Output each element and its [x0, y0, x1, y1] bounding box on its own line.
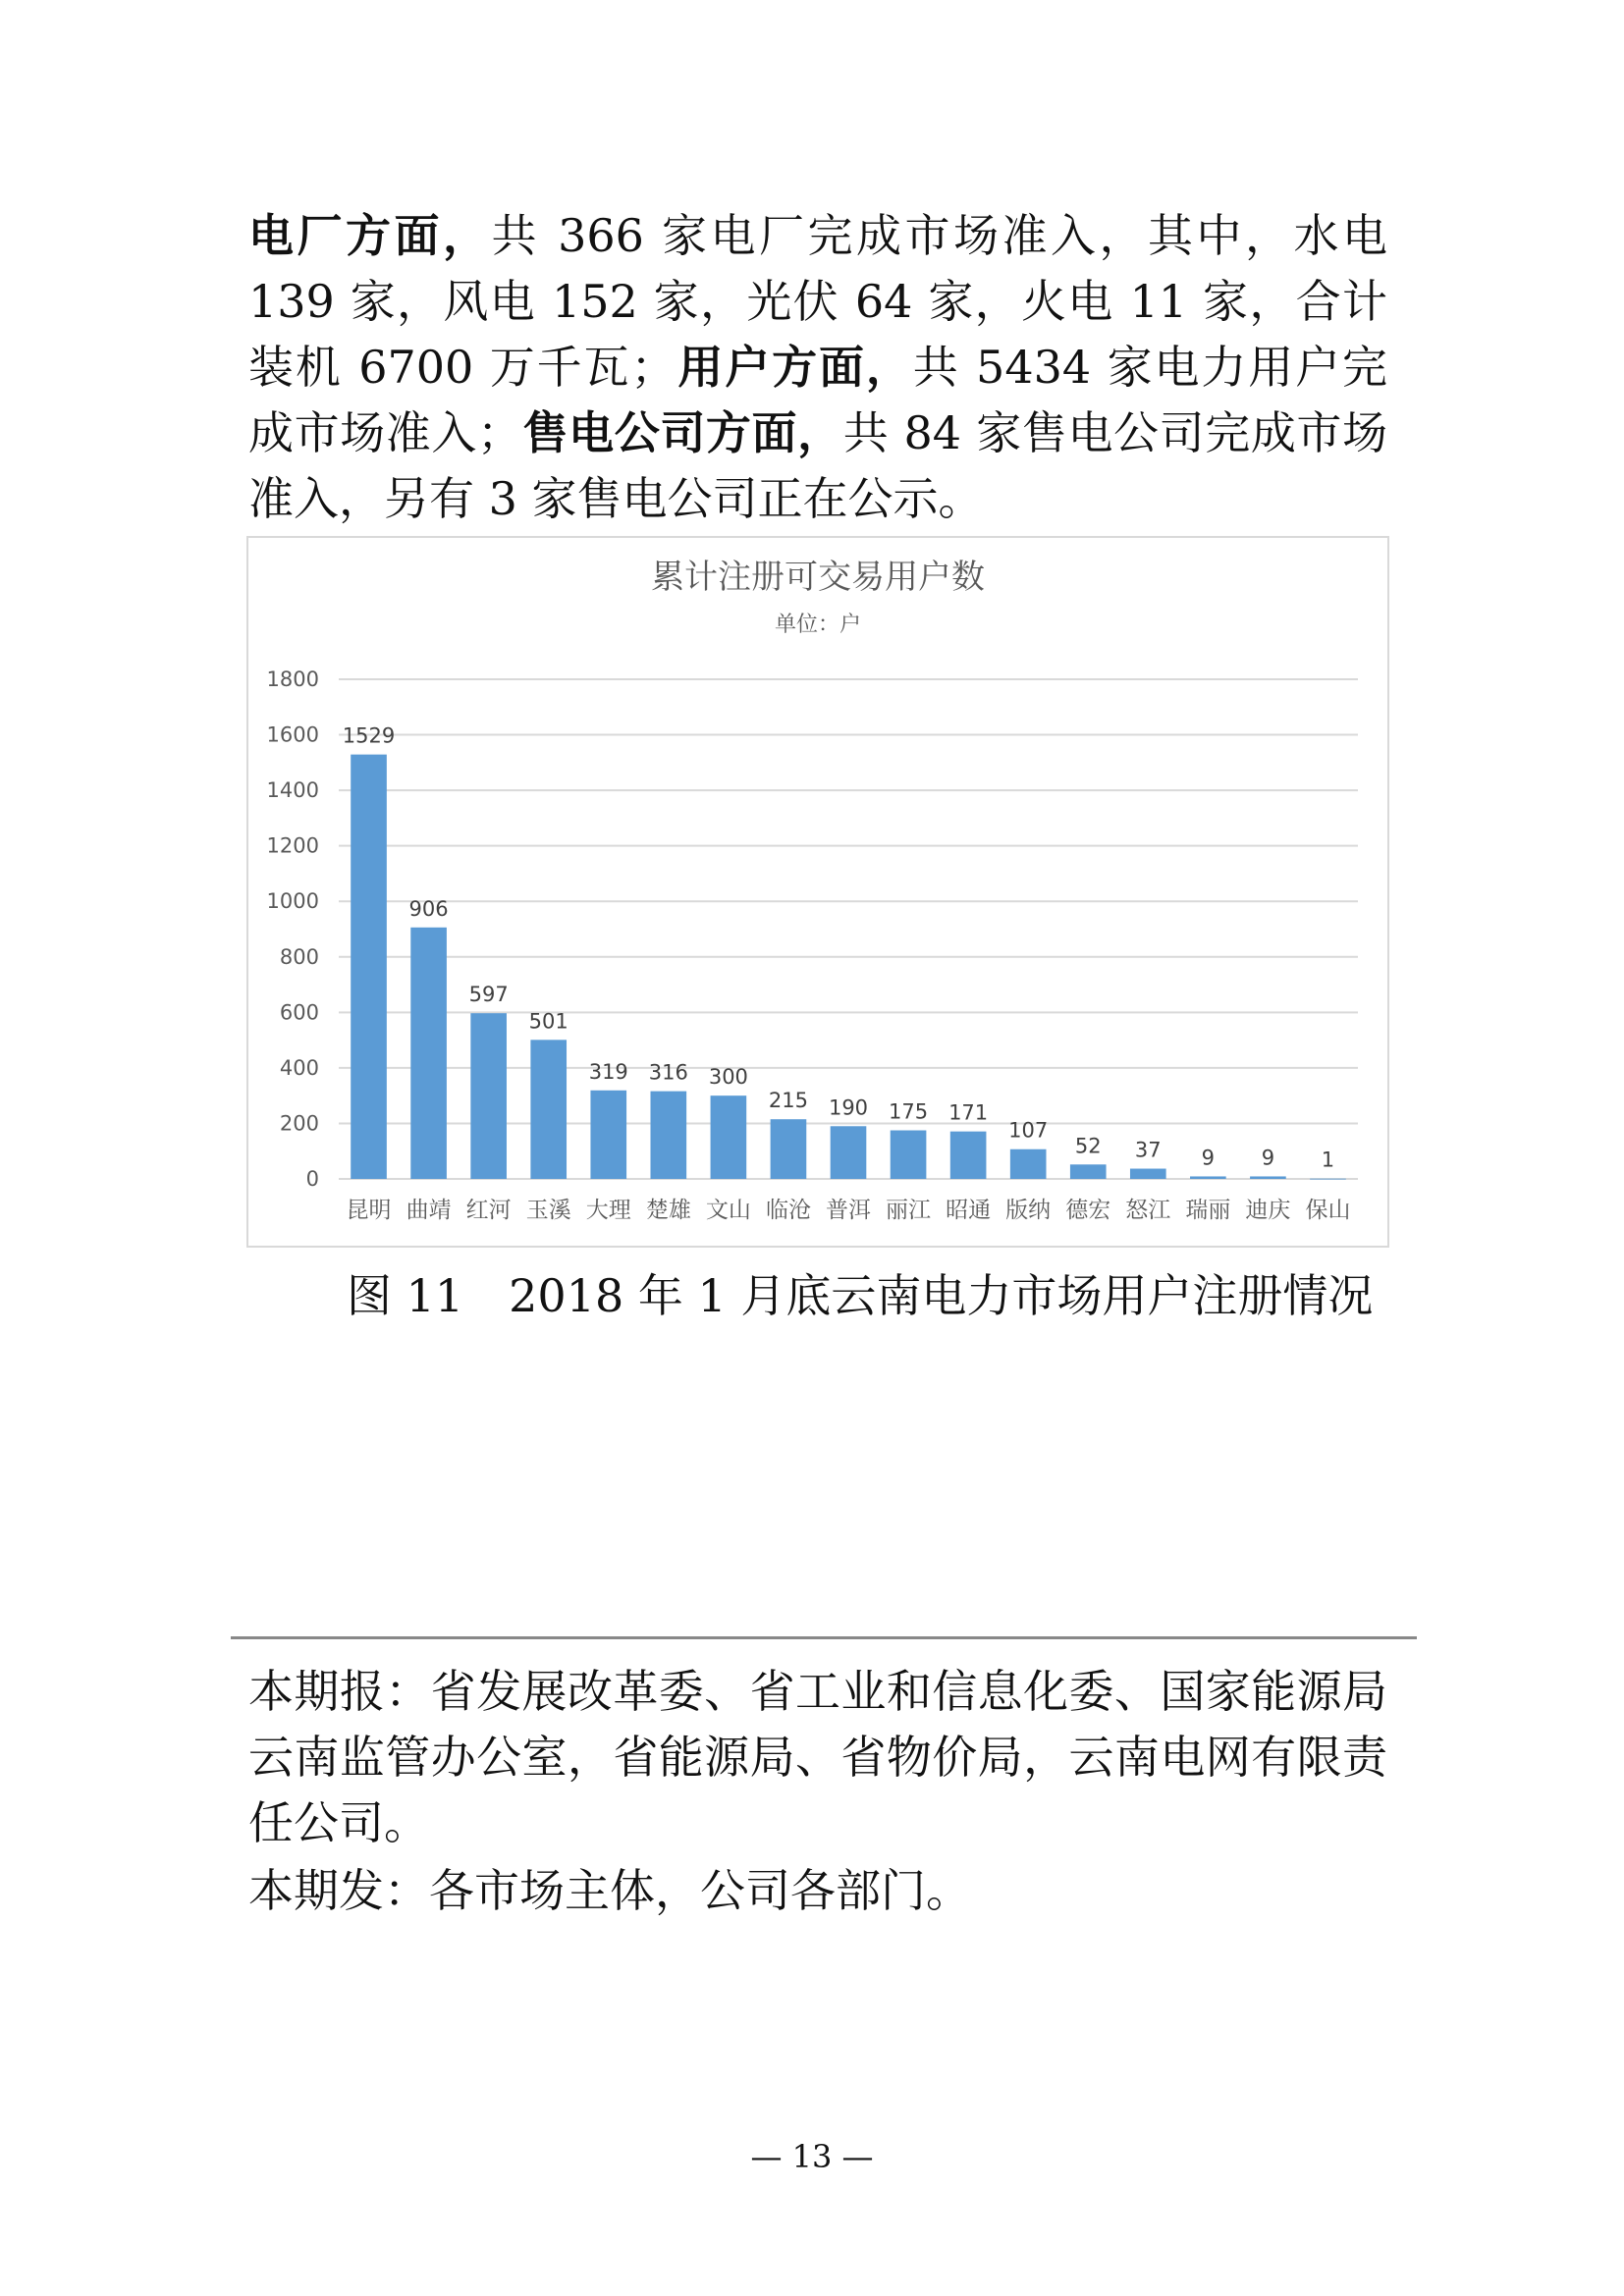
report-text: 省发展改革委、省工业和信息化委、国家能源局云南监管办公室，省能源局、省物价局，云南电网有限责任公司。 [248, 1665, 1388, 1849]
bar [1250, 1176, 1286, 1179]
x-tick-label: 保山 [1305, 1198, 1351, 1223]
send-label: 本期发： [248, 1864, 429, 1917]
page-number: — 13 — [750, 2138, 874, 2175]
send-text: 各市场主体，公司各部门。 [429, 1864, 971, 1917]
report-recipients [248, 1659, 1387, 1856]
plant-text: 共 366 家电厂完成市场准入，其中，水电 139 家，风电 152 家，光伏 64 家，火电 11 家，合计装机 6700 万千瓦； [248, 209, 1388, 394]
bar [1070, 1164, 1107, 1179]
data-label: 1 [1321, 1148, 1335, 1172]
plant-heading: 电厂方面， [248, 209, 492, 262]
bar [1010, 1149, 1047, 1179]
x-tick-label: 曲靖 [406, 1198, 452, 1223]
chart-frame [246, 536, 1389, 1248]
bar [950, 1132, 987, 1179]
x-tick-label: 昭通 [946, 1198, 992, 1223]
data-label: 37 [1134, 1138, 1162, 1162]
report-label: 本期报： [248, 1665, 431, 1718]
bar [530, 1040, 567, 1179]
x-tick-label: 丽江 [886, 1198, 932, 1223]
bar [1130, 1169, 1166, 1179]
figure-caption: 图 11 2018 年 1 月底云南电力市场用户注册情况 [347, 1269, 1374, 1322]
x-tick-label: 玉溪 [525, 1198, 571, 1223]
x-tick-label: 瑞丽 [1185, 1198, 1231, 1223]
data-label: 1529 [342, 723, 396, 748]
x-tick-label: 临沧 [765, 1198, 811, 1223]
x-tick-label: 德宏 [1065, 1198, 1111, 1223]
data-label: 501 [528, 1009, 568, 1034]
data-label: 190 [828, 1095, 869, 1120]
data-label: 9 [1261, 1146, 1275, 1170]
x-tick-label: 大理 [585, 1198, 631, 1223]
data-label: 52 [1074, 1134, 1102, 1158]
bar-chart [248, 538, 1387, 1246]
bar [771, 1119, 807, 1179]
y-tick-label: 1600 [266, 722, 319, 747]
data-label: 319 [588, 1059, 628, 1084]
x-tick-label: 楚雄 [645, 1198, 691, 1223]
y-tick-label: 1200 [266, 833, 319, 858]
x-tick-label: 昆明 [346, 1198, 392, 1223]
bar [891, 1131, 927, 1179]
x-tick-label: 红河 [465, 1198, 512, 1223]
bar [351, 755, 387, 1179]
bar [1190, 1176, 1226, 1179]
chart-title: 累计注册可交易用户数 [651, 558, 985, 597]
data-label: 300 [708, 1065, 748, 1090]
x-tick-label: 版纳 [1005, 1198, 1052, 1223]
y-tick-label: 800 [279, 944, 319, 969]
data-label: 9 [1201, 1146, 1216, 1170]
data-label: 171 [948, 1100, 989, 1125]
y-tick-label: 200 [279, 1111, 319, 1136]
bar [711, 1095, 747, 1179]
y-tick-label: 400 [279, 1055, 319, 1080]
send-recipients [248, 1858, 1387, 1924]
bar [410, 928, 447, 1179]
y-tick-label: 1400 [266, 778, 319, 803]
intro-paragraph [248, 203, 1387, 532]
data-label: 597 [468, 983, 509, 1007]
retailer-text: 共 84 家售电公司完成市场准入，另有 3 家售电公司正在公示。 [248, 406, 1388, 525]
y-tick-label: 1800 [266, 667, 319, 691]
retailer-heading: 售电公司方面， [521, 406, 843, 459]
divider [231, 1636, 1417, 1639]
x-tick-label: 怒江 [1125, 1198, 1171, 1223]
y-tick-label: 1000 [266, 889, 319, 914]
data-label: 107 [1008, 1118, 1049, 1143]
bar [651, 1092, 687, 1179]
bar [1310, 1179, 1346, 1180]
bar [470, 1013, 507, 1179]
data-label: 175 [889, 1099, 929, 1124]
data-label: 906 [408, 896, 449, 921]
x-tick-label: 文山 [705, 1198, 751, 1223]
bar [590, 1091, 626, 1179]
y-tick-label: 0 [305, 1167, 319, 1191]
x-tick-label: 普洱 [826, 1198, 871, 1223]
user-text: 共 5434 家电力用户完成市场准入； [248, 341, 1387, 459]
data-label: 215 [768, 1089, 808, 1113]
y-tick-label: 600 [279, 1000, 319, 1025]
user-heading: 用户方面， [676, 341, 913, 394]
bar [831, 1126, 867, 1179]
chart-subtitle: 单位：户 [774, 613, 862, 637]
x-tick-label: 迪庆 [1245, 1198, 1291, 1223]
data-label: 316 [648, 1060, 688, 1085]
